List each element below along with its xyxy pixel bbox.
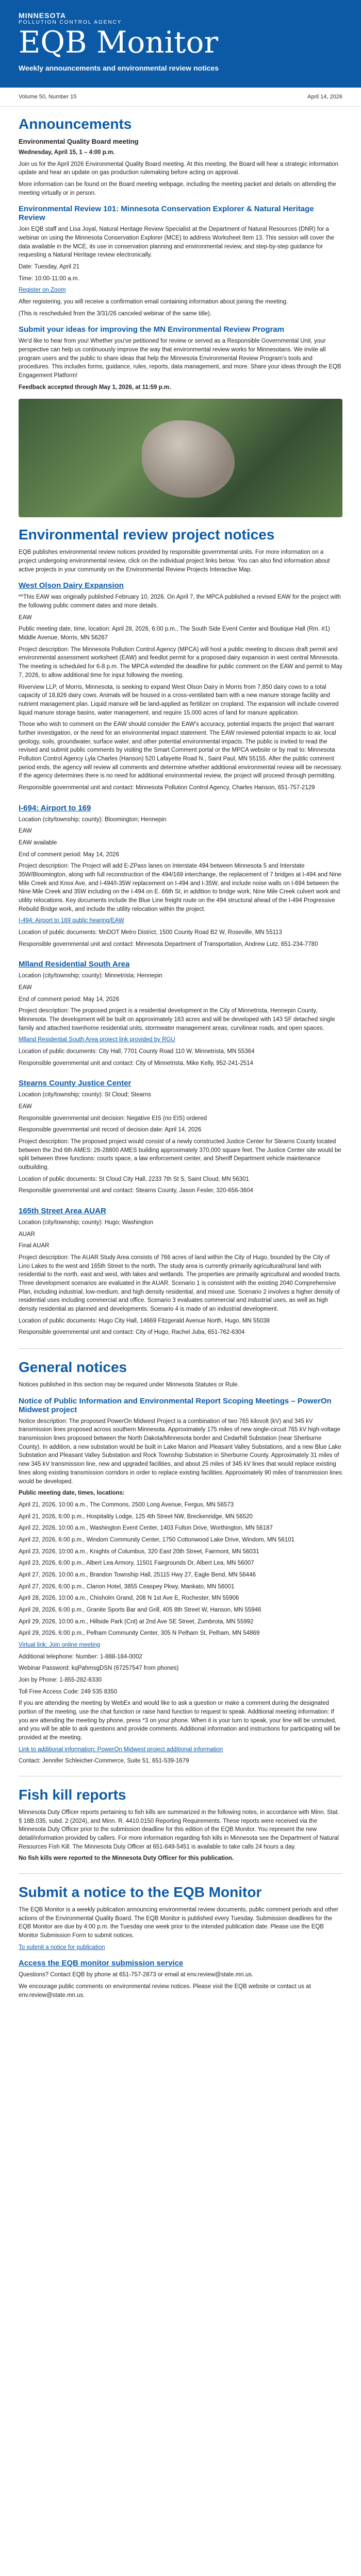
- project-doc-location: Location of public documents: Hugo City Hall, 14669 Fitzgerald Avenue North, Hugo, MN 55038: [19, 1317, 270, 1324]
- virtual-link[interactable]: Virtual link: Join online meeting: [19, 1641, 101, 1648]
- project-rgu: Responsible governmental unit and contact: Minnesota Department of Transportation, Andrew Lutz, 651-234-7780: [19, 941, 318, 947]
- project-meeting: Public meeting date, time, location: April 28, 2026, 6:00 p.m., The South Side Event Center and Boutique Hall (Rm. #1) Middle Avenue, Morris, MN 56267: [19, 626, 330, 641]
- ern-intro: EQB publishes environmental review notices provided by responsible governmental units. For more information on a project undergoing environmental review, click on the individual project links below. You can also find information about active projects in your community on the Environmental Review Projects Interactive Map.: [19, 549, 330, 573]
- meetings-label: Public meeting date, times, locations:: [19, 1490, 125, 1497]
- submit-link[interactable]: To submit a notice for publication: [19, 1944, 105, 1951]
- project-comment-end: End of comment period: May 14, 2026: [19, 996, 119, 1003]
- meeting-item: April 23, 2026, 10:00 a.m., Knights of Columbus, 320 East 20th Street, Fairmont, MN 56031: [19, 1548, 259, 1555]
- general-info-link[interactable]: Link to additional information: PowerOn Midwest project additional information: [19, 1746, 223, 1753]
- project-rgu: Responsible governmental unit and contact: Stearns County, Jason Fesler, 320-656-3604: [19, 1188, 253, 1194]
- rock-image: [142, 420, 235, 498]
- project-title-link[interactable]: I-694: Airport to 169: [19, 803, 91, 812]
- project-doc-location: Location of public documents: St Cloud City Hall, 2233 7th St S, Saint Cloud, MN 56301: [19, 1176, 249, 1182]
- project-note: **This EAW was originally published February 10, 2026. On April 7, the MPCA published a revised EAW for the project with the following public comment dates and more details.: [19, 594, 341, 609]
- eqb-meeting-when: Wednesday, April 15, 1 – 4:00 p.m.: [19, 149, 115, 156]
- fish-heading: Fish kill reports: [19, 1786, 126, 1803]
- project-link[interactable]: I-494: Airport to 169 public hearing/EAW: [19, 918, 124, 924]
- project-process: EAW: [19, 984, 32, 991]
- ideas-deadline: Feedback accepted through May 1, 2026, at 11:59 p.m.: [19, 384, 171, 391]
- general-title: Notice of Public Information and Environmental Report Scoping Meetings – PowerOn Midwest project: [19, 1396, 332, 1414]
- project-notice: [19, 1207, 342, 1337]
- meeting-item: April 22, 2026, 10:00 a.m., Washington Event Center, 1403 Fulton Drive, Worthington, MN 56187: [19, 1525, 273, 1532]
- project-title-link[interactable]: Stearns County Justice Center: [19, 1079, 132, 1088]
- newsletter-tagline: Weekly announcements and environmental review notices: [19, 64, 219, 72]
- brand-logo: MINNESOTA POLLUTION CONTROL AGENCY: [19, 11, 122, 25]
- project-rgu: Responsible governmental unit and contact: Minnesota Pollution Control Agency, Charles Hanson, 651-757-2129: [19, 784, 315, 791]
- meeting-item: April 29, 2026, 10:00 a.m., Hillside Park (Cnt) at 2nd Ave SE Street, Zumbrota, MN 55992: [19, 1618, 254, 1625]
- header-banner: [0, 0, 361, 88]
- project-location: Location (city/township; county): Hugo; Washington: [19, 1219, 154, 1226]
- volume-number: Volume 50, Number 15: [19, 94, 77, 100]
- webinar-desc: Join EQB staff and Lisa Joyal, Natural Heritage Review Specialist at the Department of Natural Resources (DNR) for a webinar on using the Minnesota Conservation Explorer (MCE) to address Worksheet Item 13. This session will cover the data available in the MCE, its use in conservation planning and environmental review, and step-by-step guidance for requesting a Natural Heritage review electronically.: [19, 226, 334, 259]
- fish-desc: Minnesota Duty Officer reports pertaining to fish kills are summarized in the following notes, in accordance with Minn. Stat. § 18B.035, subd. 2 (2024), and Minn. R. 4410.0150 Reporting Requirements. These reports were received via the Minnesota Duty Officer prior to the submission deadline for this edition of the EQB Monitor. You represent the new detail/information provided by callers. For more information regarding fish kills in Minnesota see the Department of Natural Resources Fish Kill. The Minnesota Duty Officer at 651-649-5451 is available to take calls 24 hours a day.: [19, 1809, 339, 1850]
- project-doc-location: Location of public documents: MnDOT Metro District, 1500 County Road B2 W, Roseville, MN 55113: [19, 929, 282, 936]
- general-intro: Notices published in this section may be required under Minnesota Statutes or Rule.: [19, 1382, 239, 1388]
- virtual-access-code: Toll Free Access Code: 249 535 8350: [19, 1688, 118, 1695]
- webinar-register-link[interactable]: Register on Zoom: [19, 287, 66, 294]
- general-description: Notice description: The proposed PowerOn Midwest Project is a combination of two 765 kilovolt (kV) and 345 kV transmission lines proposed across southern Minnesota. Approximately 175 miles of new single-circuit 765 kV high-voltage transmission lines proposed between the North Dakota/Minnesota border and Cedarhill Substation (near Sherburne County). In addition, a new substation would be built in Lake Marion and Pleasant Valley Substations, and a new Blue Lake Substation and Pleasant Valley Substation and Rock Township Substation in Sherburne County. Approximately 31 miles of new 345 kV transmission line, new and upgraded facilities, and about 25 miles of 345 kV lines that would replace existing lines along existing transmission corridors in order to replace existing facilities. Approximately 90 miles of transmission lines would be developed.: [19, 1418, 342, 1485]
- project-process: AUAR: [19, 1231, 35, 1238]
- general-instructions: If you are attending the meeting by WebEx and would like to ask a question or make a comment during the designated portion of the meeting, use the chat function or raise hand function to request to speak. Additional meeting information: If you are attending the meeting by phone, press *3 on your phone. When it is your turn to speak, your line will be unmuted, and you will be able to ask questions and provide comments. Additional information and instructions for participating will be provided at the meeting.: [19, 1700, 340, 1741]
- issue-date: April 14, 2026: [307, 94, 342, 100]
- meeting-list: [19, 1501, 342, 1638]
- project-description: Project description: The proposed project would consist of a newly constructed Justice Center for Stearns County located between the 2nd 6th AMES: 26-28800 AMES building approximately 370,000 square feet. The Justice Center site would be split between three functions: courts space, a law enforcement center, and Sheriff Department vehicle maintenance outbuilding.: [19, 1139, 341, 1171]
- project-rgu: Responsible governmental unit and contact: City of Minnetrista, Mike Kelly, 952-241-2514: [19, 1060, 253, 1066]
- project-comment-end: End of comment period: May 14, 2026: [19, 851, 119, 858]
- newsletter-title: EQB Monitor: [19, 25, 219, 60]
- project-title-link[interactable]: 165th Street Area AUAR: [19, 1207, 106, 1216]
- project-location: Location (city/township; county): Bloomington; Hennepin: [19, 816, 167, 823]
- eqb-meeting-more: More information can be found on the Board meeting webpage, including the meeting packet and details on attending the meeting virtually or in person.: [19, 181, 336, 196]
- landscape-photo: [19, 399, 342, 517]
- meeting-item: April 21, 2026, 6:00 p.m., Hospitality Lodge, 125 4th Street NW, Breckenridge, MN 56520: [19, 1513, 253, 1520]
- meeting-item: April 28, 2026, 10:00 a.m., Chisholm Grand, 208 N 1st Ave E, Rochester, MN 55906: [19, 1595, 239, 1602]
- project-rgu: Responsible governmental unit and contact: City of Hugo, Rachel Juba, 651-762-6304: [19, 1329, 245, 1336]
- project-process: EAW: [19, 614, 32, 621]
- ern-heading: Environmental review project notices: [19, 527, 275, 543]
- project-doc-location: Location of public documents: City Hall, 7701 County Road 110 W, Minnetrista, MN 55364: [19, 1048, 255, 1055]
- contact-info: Questions? Contact EQB by phone at 651-757-2873 or email at env.review@state.mn.us.: [19, 1972, 254, 1978]
- project-description-3: Those who wish to comment on the EAW should consider the EAW's accuracy, potential impacts the project that warrant further investigation, or the need for an environmental impact statement. The EAW reviewed potential impacts to air, local geology, soils, groundwater, surface water, and other potential environmental impacts. The public is invited to read the revised and submit public comments by visiting the Smart Comment portal or the MPCA website or by mail to: Minnesota Pollution Control Agency Lyla Charles (Hanson) 520 Lafayette Road N., Saint Paul, MN 55155. After the public comment period ends, the agency will review all comments and determine whether additional environmental review will be necessary. If the agency determines there is no need for additional environmental review, the project will proceed through permitting.: [19, 721, 342, 779]
- project-rgu-date: Responsible governmental unit record of decision date: April 14, 2026: [19, 1127, 202, 1133]
- project-description-2: Riverview LLP, of Morris, Minnesota, is seeking to expand West Olson Dairy in Morris from 7,850 dairy cows to a total capacity of 18,826 dairy cows. Animals will be housed in a cross-ventilated barn with a new manure storage facility and nutrient management plan. Liquid manure will be land-applied as fertilizer on cropland. The expansion will include covered liquid manure storage basins, water management, and require 15,000 acres of land for manure application.: [19, 684, 339, 716]
- project-title-link[interactable]: Mlland Residential South Area: [19, 960, 130, 969]
- webinar-date: Date: Tuesday, April 21: [19, 264, 80, 270]
- project-location: Location (city/township; county): Minnetrista; Hennepin: [19, 973, 162, 979]
- webinar-confirm: After registering, you will receive a confirmation email containing information about joining the meeting.: [19, 299, 288, 306]
- virtual-phone: Additional telephone: Number: 1-888-184-0002: [19, 1653, 142, 1660]
- access-submission-link[interactable]: Access the EQB monitor submission service: [19, 1959, 184, 1968]
- section-divider: [19, 1873, 342, 1874]
- project-process: EAW: [19, 828, 32, 835]
- virtual-join-phone: Join by Phone: 1-855-282-6330: [19, 1676, 102, 1683]
- virtual-password: Webinar Password: kqPahmsgDSN (67257547 from phones): [19, 1665, 179, 1672]
- meeting-item: April 21, 2026, 10:00 a.m., The Commons, 2500 Long Avenue, Fergus, MN 56573: [19, 1501, 234, 1508]
- project-notice: [19, 960, 342, 1067]
- general-heading: General notices: [19, 1359, 127, 1376]
- project-docs: Final AUAR: [19, 1243, 50, 1249]
- public-comments: We encourage public comments on environmental review notices. Please visit the EQB website or contact us at env.review@state.mn.us.: [19, 1984, 311, 1998]
- project-notice: [19, 1079, 342, 1195]
- meeting-item: April 27, 2026, 10:00 a.m., Brandon Township Hall, 25115 Hwy 27, Eagle Bend, MN 56446: [19, 1571, 256, 1578]
- project-notice: [19, 581, 342, 792]
- ideas-desc: We'd like to hear from you! Whether you've petitioned for review or served as a Responsible Governmental Unit, your perspective can help us continuously improve the way that environmental review works for Minnesotans. We invite all program users and the public to share ideas that help the Minnesota Environmental Review Program's tools and procedures. This includes forms, guidance, rules, reports, data management, and more. Share your ideas through the EQB Engagement Platform!: [19, 338, 341, 379]
- main-content: [0, 116, 361, 1999]
- project-title-link[interactable]: West Olson Dairy Expansion: [19, 581, 124, 590]
- project-rgu-decision: Responsible governmental unit decision: Negative EIS (no EIS) ordered: [19, 1115, 207, 1122]
- project-notice: [19, 804, 342, 949]
- submit-desc: The EQB Monitor is a weekly publication announcing environmental review documents, public comment periods and other actions of the Environmental Quality Board. The EQB Monitor is published every Tuesday. Submission deadlines for the EQB Monitor are due by 4:00 p.m. the Tuesday one week prior to the intended publication date. Please use the EQB Monitor Submission Form to submit notices.: [19, 1907, 339, 1939]
- webinar-note: (This is rescheduled from the 3/31/26 canceled webinar of the same title).: [19, 310, 211, 317]
- ideas-title: Submit your ideas for improving the MN Environmental Review Program: [19, 325, 285, 334]
- issue-meta: [0, 88, 361, 107]
- eqb-meeting-desc: Join us for the April 2026 Environmental Quality Board meeting. At this meeting, the Board will hear a strategic information update and hear an update on gas production rulemaking before acting on approval.: [19, 161, 339, 176]
- project-location: Location (city/township; county): St Cloud; Stearns: [19, 1092, 151, 1098]
- webinar-title: Environmental Review 101: Minnesota Conservation Explorer & Natural Heritage Review: [19, 205, 314, 223]
- meeting-item: April 22, 2026, 6:00 p.m., Windom Community Center, 1750 Cottonwood Lake Drive, Windom, MN 56101: [19, 1536, 295, 1543]
- section-divider: [19, 1348, 342, 1349]
- meeting-item: April 28, 2026, 6:00 p.m., Granite Sports Bar and Grill, 405 8th Street W, Hanson, MN 55946: [19, 1606, 261, 1613]
- meeting-item: April 29, 2026, 6:00 p.m., Pelham Community Center, 305 N Pelham St, Pelham, MN 54869: [19, 1630, 260, 1637]
- project-description: Project description: The Minnesota Pollution Control Agency (MPCA) will host a public meeting to discuss draft permit and environmental assessment worksheet (EAW) and feedlot permit for a proposed dairy expansion in west central Minnesota. The meeting is scheduled for 6-8 p.m. The MPCA extended the deadline for public comment on the EAW and permit to May 7, 2026, to allow additional time for input following the meeting.: [19, 646, 342, 679]
- project-description: Project description: The proposed project is a residential development in the City of Minnetrista, Hennepin County, Minnesota. The development will be built on approximately 163 acres and will be developed with 143 SF detached single family and attached townhome residential units, stormwater management areas, curvilinear roads, and open spaces.: [19, 1008, 335, 1031]
- submit-heading: Submit a notice to the EQB Monitor: [19, 1884, 262, 1900]
- project-description: Project description: The Project will add E-ZPass lanes on Interstate 494 between Minnesota 5 and Interstate 35W/Bloomington, along with full reconstruction of the 494/169 interchange, the replacement of 7 bridges at I-494 and Nine Mile Creek and Knox Ave, and I-494/I-35W replacement on I-494 and I-35W, and include noise walls on I-694 between the Nine Mile Creek and 35W including on the I-494 on E. 66th St, in addition to bridge work, Nine Mile Creek culvert work and utility relocations. Key documents include the Blue Line freight route on the 494 structural ahead of the I-494 Progressive Rebuild Bridge work, and include the utility relocation within the project.: [19, 863, 341, 912]
- project-docs: EAW available: [19, 839, 57, 846]
- webinar-time: Time: 10:00-11:00 a.m.: [19, 275, 79, 282]
- meeting-item: April 23, 2026, 6:00 p.m., Albert Lea Armory, 11501 Fairgrounds Dr, Albert Lea, MN 56007: [19, 1560, 254, 1567]
- eqb-meeting-title: Environmental Quality Board meeting: [19, 138, 139, 145]
- project-process: EAW: [19, 1104, 32, 1110]
- project-description: Project description: The AUAR Study Area consists of 766 acres of land within the City of Hugo, bounded by the City of Lino Lakes to the west and 165th Street to the north. The study area is currently primarily agricultural/rural land with residential to the north, east and west, with lakes and wetlands. The properties are primarily agricultural and wooded tracts. Three development scenarios are evaluated in the AUAR. Scenario 1 is consistent with the existing 2040 Comprehensive Plan, including industrial, low-medium, and high density residential, and mixed use. Scenario 2 involves a higher density of residential uses including commercial and office. Scenario 3 evaluates commercial and industrial uses, as well as high density residential as planned and developments. Scenario 4 is made of an industrial development.: [19, 1255, 341, 1313]
- project-link[interactable]: Mlland Residential South Area project link provided by RGU: [19, 1037, 175, 1043]
- meeting-item: April 27, 2026, 6:00 p.m., Clarion Hotel, 3855 Ceaspey Pkwy, Mankato, MN 56001: [19, 1583, 235, 1590]
- fish-none: No fish kills were reported to the Minnesota Duty Officer for this publication.: [19, 1855, 234, 1862]
- announcements-heading: Announcements: [19, 116, 132, 132]
- general-contact: Contact: Jennifer Schleicher-Commerce, Suite 51, 651-539-1679: [19, 1758, 189, 1765]
